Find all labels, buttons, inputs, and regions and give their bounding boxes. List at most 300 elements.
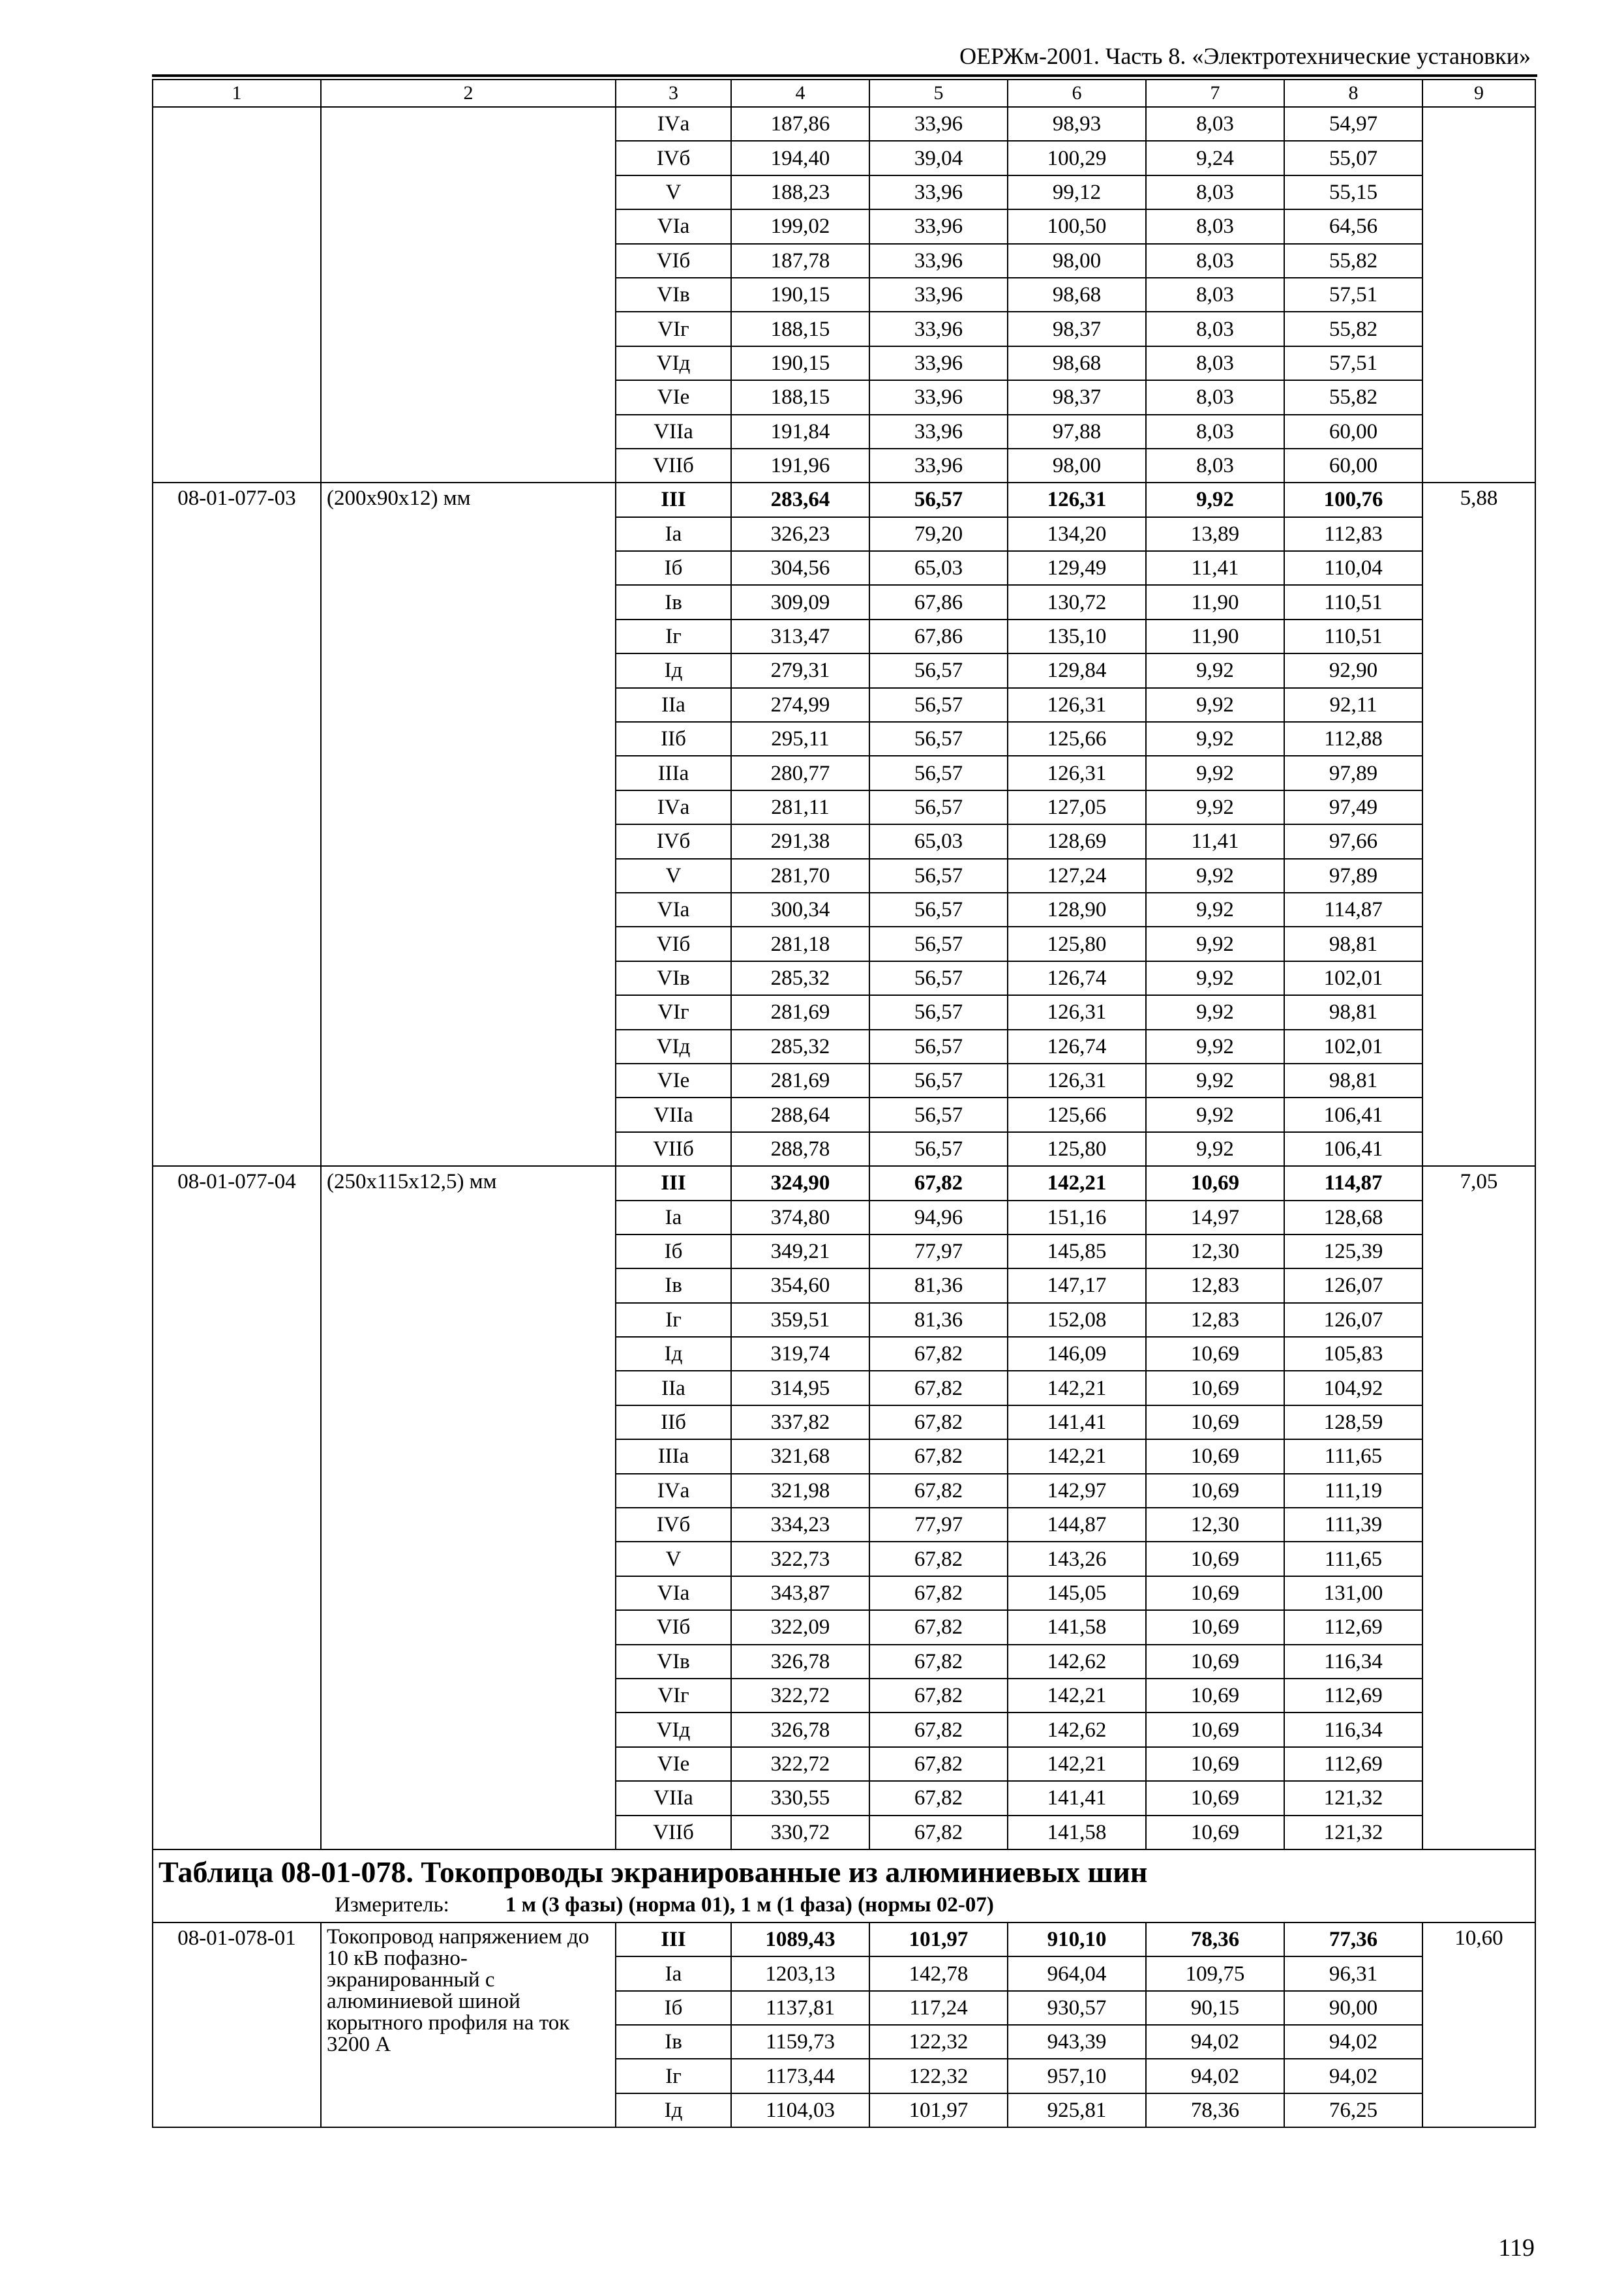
value-cell-col5: 67,82	[869, 1337, 1008, 1371]
value-cell-col5: 142,78	[869, 1956, 1008, 1990]
value-cell-col7: 9,92	[1146, 893, 1284, 927]
value-cell-col4: 354,60	[731, 1268, 869, 1302]
value-cell-col5: 33,96	[869, 380, 1008, 414]
running-header	[152, 38, 1537, 77]
value-cell-col4: 187,78	[731, 244, 869, 278]
value-cell-col4: 1159,73	[731, 2025, 869, 2059]
value-cell-col8: 111,65	[1284, 1542, 1422, 1576]
value-cell-col4: 322,72	[731, 1679, 869, 1713]
value-cell-col8: 97,49	[1284, 790, 1422, 824]
value-cell-col7: 12,83	[1146, 1268, 1284, 1302]
value-cell-col6: 142,21	[1008, 1679, 1146, 1713]
column-number-row	[153, 80, 1535, 107]
value-cell-col5: 33,96	[869, 244, 1008, 278]
value-cell-col5: 33,96	[869, 175, 1008, 209]
zone-cell: VIв	[616, 961, 731, 995]
value-cell-col7: 8,03	[1146, 209, 1284, 243]
zone-cell: Iб	[616, 1991, 731, 2025]
value-cell-col5: 77,97	[869, 1234, 1008, 1268]
value-cell-col4: 283,64	[731, 483, 869, 516]
value-cell-col7: 8,03	[1146, 346, 1284, 380]
value-cell-col7: 10,69	[1146, 1816, 1284, 1849]
rate-col9: 7,05	[1422, 1166, 1535, 1849]
value-cell-col6: 98,93	[1008, 107, 1146, 141]
value-cell-col5: 67,82	[869, 1610, 1008, 1644]
value-cell-col4: 188,15	[731, 312, 869, 346]
value-cell-col8: 112,88	[1284, 722, 1422, 756]
value-cell-col8: 100,76	[1284, 483, 1422, 516]
value-cell-col6: 143,26	[1008, 1542, 1146, 1576]
zone-cell: VIе	[616, 380, 731, 414]
value-cell-col5: 67,82	[869, 1439, 1008, 1473]
value-cell-col5: 56,57	[869, 1064, 1008, 1098]
value-cell-col4: 295,11	[731, 722, 869, 756]
zone-cell: IVа	[616, 107, 731, 141]
value-cell-col6: 126,74	[1008, 961, 1146, 995]
value-cell-col7: 8,03	[1146, 312, 1284, 346]
zone-cell: VIIб	[616, 1816, 731, 1849]
zone-cell: VIа	[616, 209, 731, 243]
zone-cell: VIд	[616, 346, 731, 380]
value-cell-col7: 94,02	[1146, 2059, 1284, 2093]
value-cell-col5: 67,82	[869, 1166, 1008, 1200]
meter-label: Измеритель:	[335, 1893, 449, 1917]
value-cell-col8: 125,39	[1284, 1234, 1422, 1268]
column-number: 9	[1422, 80, 1535, 107]
zone-cell: VIг	[616, 995, 731, 1029]
value-cell-col4: 288,64	[731, 1098, 869, 1131]
value-cell-col4: 374,80	[731, 1201, 869, 1234]
value-cell-col8: 54,97	[1284, 107, 1422, 141]
value-cell-col6: 146,09	[1008, 1337, 1146, 1371]
value-cell-col8: 94,02	[1284, 2025, 1422, 2059]
value-cell-col5: 79,20	[869, 517, 1008, 551]
zone-cell: VIг	[616, 312, 731, 346]
value-cell-col6: 127,24	[1008, 859, 1146, 893]
value-cell-col7: 8,03	[1146, 175, 1284, 209]
value-cell-col5: 39,04	[869, 141, 1008, 175]
value-cell-col6: 129,84	[1008, 653, 1146, 687]
value-cell-col8: 92,90	[1284, 653, 1422, 687]
rate-row	[153, 1922, 1535, 1956]
value-cell-col6: 100,29	[1008, 141, 1146, 175]
value-cell-col8: 55,15	[1284, 175, 1422, 209]
value-cell-col6: 126,31	[1008, 1064, 1146, 1098]
value-cell-col6: 152,08	[1008, 1303, 1146, 1337]
value-cell-col6: 98,68	[1008, 278, 1146, 312]
zone-cell: Iа	[616, 1201, 731, 1234]
value-cell-col7: 10,69	[1146, 1474, 1284, 1508]
table-title-cell	[153, 1849, 1535, 1922]
rate-col9: 10,60	[1422, 1922, 1535, 2127]
value-cell-col7: 14,97	[1146, 1201, 1284, 1234]
column-number: 5	[869, 80, 1008, 107]
value-cell-col8: 110,04	[1284, 551, 1422, 585]
value-cell-col4: 359,51	[731, 1303, 869, 1337]
value-cell-col6: 142,62	[1008, 1645, 1146, 1679]
value-cell-col6: 943,39	[1008, 2025, 1146, 2059]
value-cell-col8: 55,82	[1284, 380, 1422, 414]
value-cell-col8: 126,07	[1284, 1303, 1422, 1337]
rate-row	[153, 483, 1535, 516]
value-cell-col4: 324,90	[731, 1166, 869, 1200]
value-cell-col5: 122,32	[869, 2059, 1008, 2093]
value-cell-col7: 8,03	[1146, 244, 1284, 278]
value-cell-col6: 98,37	[1008, 312, 1146, 346]
value-cell-col4: 313,47	[731, 620, 869, 653]
value-cell-col5: 33,96	[869, 312, 1008, 346]
zone-cell: VIIа	[616, 1098, 731, 1131]
value-cell-col8: 104,92	[1284, 1371, 1422, 1405]
value-cell-col5: 56,57	[869, 927, 1008, 961]
zone-cell: Iб	[616, 1234, 731, 1268]
value-cell-col6: 141,41	[1008, 1781, 1146, 1815]
zone-cell: VIе	[616, 1747, 731, 1781]
value-cell-col8: 60,00	[1284, 415, 1422, 449]
value-cell-col8: 116,34	[1284, 1645, 1422, 1679]
value-cell-col5: 33,96	[869, 107, 1008, 141]
value-cell-col7: 10,69	[1146, 1747, 1284, 1781]
zone-cell: Iв	[616, 585, 731, 619]
value-cell-col4: 319,74	[731, 1337, 869, 1371]
rate-name	[321, 107, 616, 483]
rates-table-body	[153, 80, 1535, 2127]
zone-cell: Iд	[616, 653, 731, 687]
value-cell-col8: 94,02	[1284, 2059, 1422, 2093]
column-number: 2	[321, 80, 616, 107]
value-cell-col7: 9,92	[1146, 995, 1284, 1029]
zone-cell: VIб	[616, 1610, 731, 1644]
value-cell-col6: 128,90	[1008, 893, 1146, 927]
zone-cell: Iд	[616, 1337, 731, 1371]
value-cell-col6: 126,74	[1008, 1030, 1146, 1064]
column-number: 3	[616, 80, 731, 107]
zone-cell: V	[616, 859, 731, 893]
value-cell-col5: 65,03	[869, 824, 1008, 858]
value-cell-col8: 102,01	[1284, 1030, 1422, 1064]
value-cell-col7: 10,69	[1146, 1645, 1284, 1679]
value-cell-col8: 55,82	[1284, 312, 1422, 346]
value-cell-col6: 128,69	[1008, 824, 1146, 858]
rate-name: Токопровод напряжением до 10 кВ пофазно-экранированный с алюминиевой шиной корытного профиля на ток 3200 А	[321, 1922, 616, 2127]
value-cell-col7: 9,92	[1146, 1098, 1284, 1131]
value-cell-col8: 114,87	[1284, 1166, 1422, 1200]
value-cell-col5: 101,97	[869, 2093, 1008, 2127]
value-cell-col7: 78,36	[1146, 2093, 1284, 2127]
value-cell-col5: 117,24	[869, 1991, 1008, 2025]
value-cell-col7: 10,69	[1146, 1542, 1284, 1576]
rate-code: 08-01-078-01	[153, 1922, 321, 2127]
zone-cell: IIIа	[616, 1439, 731, 1473]
zone-cell: VIIа	[616, 1781, 731, 1815]
value-cell-col7: 9,92	[1146, 859, 1284, 893]
value-cell-col8: 126,07	[1284, 1268, 1422, 1302]
value-cell-col5: 67,82	[869, 1781, 1008, 1815]
zone-cell: III	[616, 1922, 731, 1956]
column-number: 6	[1008, 80, 1146, 107]
zone-cell: VIб	[616, 244, 731, 278]
value-cell-col7: 10,69	[1146, 1166, 1284, 1200]
value-cell-col7: 9,24	[1146, 141, 1284, 175]
value-cell-col4: 199,02	[731, 209, 869, 243]
value-cell-col4: 281,11	[731, 790, 869, 824]
value-cell-col7: 10,69	[1146, 1337, 1284, 1371]
value-cell-col7: 90,15	[1146, 1991, 1284, 2025]
value-cell-col4: 281,69	[731, 995, 869, 1029]
value-cell-col6: 141,41	[1008, 1405, 1146, 1439]
value-cell-col5: 33,96	[869, 278, 1008, 312]
value-cell-col7: 10,69	[1146, 1713, 1284, 1746]
value-cell-col7: 8,03	[1146, 415, 1284, 449]
value-cell-col5: 122,32	[869, 2025, 1008, 2059]
value-cell-col8: 98,81	[1284, 995, 1422, 1029]
value-cell-col4: 191,84	[731, 415, 869, 449]
value-cell-col5: 56,57	[869, 961, 1008, 995]
value-cell-col6: 125,80	[1008, 1132, 1146, 1166]
value-cell-col7: 11,41	[1146, 551, 1284, 585]
value-cell-col5: 77,97	[869, 1508, 1008, 1542]
value-cell-col4: 326,23	[731, 517, 869, 551]
value-cell-col6: 129,49	[1008, 551, 1146, 585]
value-cell-col5: 67,86	[869, 585, 1008, 619]
value-cell-col7: 10,69	[1146, 1679, 1284, 1713]
value-cell-col4: 285,32	[731, 961, 869, 995]
value-cell-col4: 334,23	[731, 1508, 869, 1542]
column-number: 7	[1146, 80, 1284, 107]
value-cell-col5: 56,57	[869, 722, 1008, 756]
value-cell-col4: 330,72	[731, 1816, 869, 1849]
value-cell-col8: 111,19	[1284, 1474, 1422, 1508]
value-cell-col7: 9,92	[1146, 483, 1284, 516]
value-cell-col6: 910,10	[1008, 1922, 1146, 1956]
value-cell-col5: 67,82	[869, 1816, 1008, 1849]
value-cell-col5: 56,57	[869, 1132, 1008, 1166]
value-cell-col5: 67,82	[869, 1747, 1008, 1781]
value-cell-col7: 8,03	[1146, 278, 1284, 312]
value-cell-col4: 291,38	[731, 824, 869, 858]
zone-cell: Iа	[616, 1956, 731, 1990]
table-meter	[158, 1892, 1529, 1918]
rate-code: 08-01-077-04	[153, 1166, 321, 1849]
zone-cell: VIв	[616, 278, 731, 312]
value-cell-col6: 126,31	[1008, 483, 1146, 516]
value-cell-col5: 56,57	[869, 859, 1008, 893]
value-cell-col4: 1173,44	[731, 2059, 869, 2093]
value-cell-col6: 151,16	[1008, 1201, 1146, 1234]
value-cell-col8: 57,51	[1284, 278, 1422, 312]
zone-cell: III	[616, 483, 731, 516]
rate-name: (200х90х12) мм	[321, 483, 616, 1166]
value-cell-col6: 142,21	[1008, 1166, 1146, 1200]
value-cell-col8: 111,65	[1284, 1439, 1422, 1473]
value-cell-col5: 33,96	[869, 415, 1008, 449]
value-cell-col4: 330,55	[731, 1781, 869, 1815]
value-cell-col8: 97,66	[1284, 824, 1422, 858]
value-cell-col6: 141,58	[1008, 1816, 1146, 1849]
value-cell-col8: 106,41	[1284, 1098, 1422, 1131]
value-cell-col6: 98,00	[1008, 449, 1146, 483]
value-cell-col4: 322,73	[731, 1542, 869, 1576]
value-cell-col4: 281,18	[731, 927, 869, 961]
value-cell-col5: 67,82	[869, 1542, 1008, 1576]
value-cell-col7: 9,92	[1146, 790, 1284, 824]
value-cell-col4: 349,21	[731, 1234, 869, 1268]
value-cell-col5: 33,96	[869, 209, 1008, 243]
value-cell-col7: 109,75	[1146, 1956, 1284, 1990]
value-cell-col6: 98,68	[1008, 346, 1146, 380]
value-cell-col4: 280,77	[731, 756, 869, 790]
value-cell-col7: 9,92	[1146, 927, 1284, 961]
value-cell-col6: 930,57	[1008, 1991, 1146, 2025]
value-cell-col5: 67,82	[869, 1713, 1008, 1746]
value-cell-col6: 130,72	[1008, 585, 1146, 619]
value-cell-col7: 9,92	[1146, 722, 1284, 756]
zone-cell: IVб	[616, 1508, 731, 1542]
value-cell-col8: 112,69	[1284, 1747, 1422, 1781]
rate-code: 08-01-077-03	[153, 483, 321, 1166]
value-cell-col6: 957,10	[1008, 2059, 1146, 2093]
value-cell-col7: 10,69	[1146, 1610, 1284, 1644]
value-cell-col6: 142,62	[1008, 1713, 1146, 1746]
value-cell-col4: 281,70	[731, 859, 869, 893]
zone-cell: VIа	[616, 893, 731, 927]
value-cell-col5: 67,82	[869, 1679, 1008, 1713]
value-cell-col4: 326,78	[731, 1645, 869, 1679]
value-cell-col7: 9,92	[1146, 688, 1284, 722]
value-cell-col6: 125,66	[1008, 722, 1146, 756]
value-cell-col4: 191,96	[731, 449, 869, 483]
value-cell-col5: 56,57	[869, 995, 1008, 1029]
value-cell-col7: 9,92	[1146, 1064, 1284, 1098]
value-cell-col8: 97,89	[1284, 859, 1422, 893]
zone-cell: VIе	[616, 1064, 731, 1098]
value-cell-col8: 55,07	[1284, 141, 1422, 175]
value-cell-col7: 9,92	[1146, 756, 1284, 790]
value-cell-col6: 99,12	[1008, 175, 1146, 209]
column-number: 1	[153, 80, 321, 107]
zone-cell: Iд	[616, 2093, 731, 2127]
zone-cell: V	[616, 1542, 731, 1576]
zone-cell: IVа	[616, 790, 731, 824]
value-cell-col8: 97,89	[1284, 756, 1422, 790]
value-cell-col6: 98,00	[1008, 244, 1146, 278]
value-cell-col4: 326,78	[731, 1713, 869, 1746]
value-cell-col5: 67,82	[869, 1474, 1008, 1508]
zone-cell: Iа	[616, 517, 731, 551]
value-cell-col8: 106,41	[1284, 1132, 1422, 1166]
rate-col9	[1422, 107, 1535, 483]
value-cell-col4: 304,56	[731, 551, 869, 585]
value-cell-col6: 142,97	[1008, 1474, 1146, 1508]
value-cell-col5: 81,36	[869, 1303, 1008, 1337]
zone-cell: VIд	[616, 1713, 731, 1746]
value-cell-col4: 337,82	[731, 1405, 869, 1439]
value-cell-col8: 110,51	[1284, 620, 1422, 653]
value-cell-col8: 112,83	[1284, 517, 1422, 551]
value-cell-col4: 190,15	[731, 278, 869, 312]
zone-cell: VIб	[616, 927, 731, 961]
zone-cell: IIа	[616, 1371, 731, 1405]
zone-cell: IVб	[616, 824, 731, 858]
value-cell-col8: 121,32	[1284, 1816, 1422, 1849]
value-cell-col4: 322,72	[731, 1747, 869, 1781]
value-cell-col5: 33,96	[869, 346, 1008, 380]
value-cell-col5: 67,82	[869, 1645, 1008, 1679]
value-cell-col5: 33,96	[869, 449, 1008, 483]
zone-cell: Iв	[616, 2025, 731, 2059]
value-cell-col4: 190,15	[731, 346, 869, 380]
value-cell-col5: 56,57	[869, 1098, 1008, 1131]
value-cell-col4: 322,09	[731, 1610, 869, 1644]
zone-cell: VIа	[616, 1576, 731, 1610]
value-cell-col4: 300,34	[731, 893, 869, 927]
value-cell-col7: 78,36	[1146, 1922, 1284, 1956]
value-cell-col8: 90,00	[1284, 1991, 1422, 2025]
value-cell-col8: 105,83	[1284, 1337, 1422, 1371]
value-cell-col8: 55,82	[1284, 244, 1422, 278]
value-cell-col5: 56,57	[869, 756, 1008, 790]
value-cell-col6: 125,80	[1008, 927, 1146, 961]
zone-cell: IIIа	[616, 756, 731, 790]
value-cell-col5: 94,96	[869, 1201, 1008, 1234]
column-number: 8	[1284, 80, 1422, 107]
zone-cell: VIIб	[616, 1132, 731, 1166]
value-cell-col6: 925,81	[1008, 2093, 1146, 2127]
value-cell-col6: 142,21	[1008, 1371, 1146, 1405]
value-cell-col4: 279,31	[731, 653, 869, 687]
value-cell-col7: 10,69	[1146, 1405, 1284, 1439]
zone-cell: VIг	[616, 1679, 731, 1713]
value-cell-col7: 11,41	[1146, 824, 1284, 858]
value-cell-col7: 11,90	[1146, 620, 1284, 653]
value-cell-col6: 126,31	[1008, 995, 1146, 1029]
value-cell-col6: 126,31	[1008, 756, 1146, 790]
value-cell-col6: 125,66	[1008, 1098, 1146, 1131]
value-cell-col4: 1104,03	[731, 2093, 869, 2127]
value-cell-col8: 98,81	[1284, 927, 1422, 961]
value-cell-col7: 12,83	[1146, 1303, 1284, 1337]
value-cell-col5: 101,97	[869, 1922, 1008, 1956]
zone-cell: IIб	[616, 722, 731, 756]
value-cell-col7: 10,69	[1146, 1439, 1284, 1473]
value-cell-col5: 67,82	[869, 1576, 1008, 1610]
value-cell-col6: 100,50	[1008, 209, 1146, 243]
value-cell-col6: 147,17	[1008, 1268, 1146, 1302]
value-cell-col8: 76,25	[1284, 2093, 1422, 2127]
value-cell-col8: 77,36	[1284, 1922, 1422, 1956]
value-cell-col8: 112,69	[1284, 1679, 1422, 1713]
value-cell-col6: 135,10	[1008, 620, 1146, 653]
zone-cell: V	[616, 175, 731, 209]
value-cell-col5: 56,57	[869, 688, 1008, 722]
value-cell-col7: 8,03	[1146, 380, 1284, 414]
value-cell-col8: 96,31	[1284, 1956, 1422, 1990]
value-cell-col5: 67,86	[869, 620, 1008, 653]
value-cell-col4: 1203,13	[731, 1956, 869, 1990]
value-cell-col6: 141,58	[1008, 1610, 1146, 1644]
value-cell-col4: 188,23	[731, 175, 869, 209]
value-cell-col6: 127,05	[1008, 790, 1146, 824]
value-cell-col7: 9,92	[1146, 1132, 1284, 1166]
value-cell-col7: 10,69	[1146, 1781, 1284, 1815]
value-cell-col4: 1137,81	[731, 1991, 869, 2025]
page-number: 119	[1498, 2234, 1535, 2262]
value-cell-col8: 102,01	[1284, 961, 1422, 995]
zone-cell: VIв	[616, 1645, 731, 1679]
running-header-title: ОЕРЖм-2001. Часть 8. «Электротехнические установки»	[959, 43, 1531, 69]
rate-col9: 5,88	[1422, 483, 1535, 1166]
value-cell-col4: 187,86	[731, 107, 869, 141]
